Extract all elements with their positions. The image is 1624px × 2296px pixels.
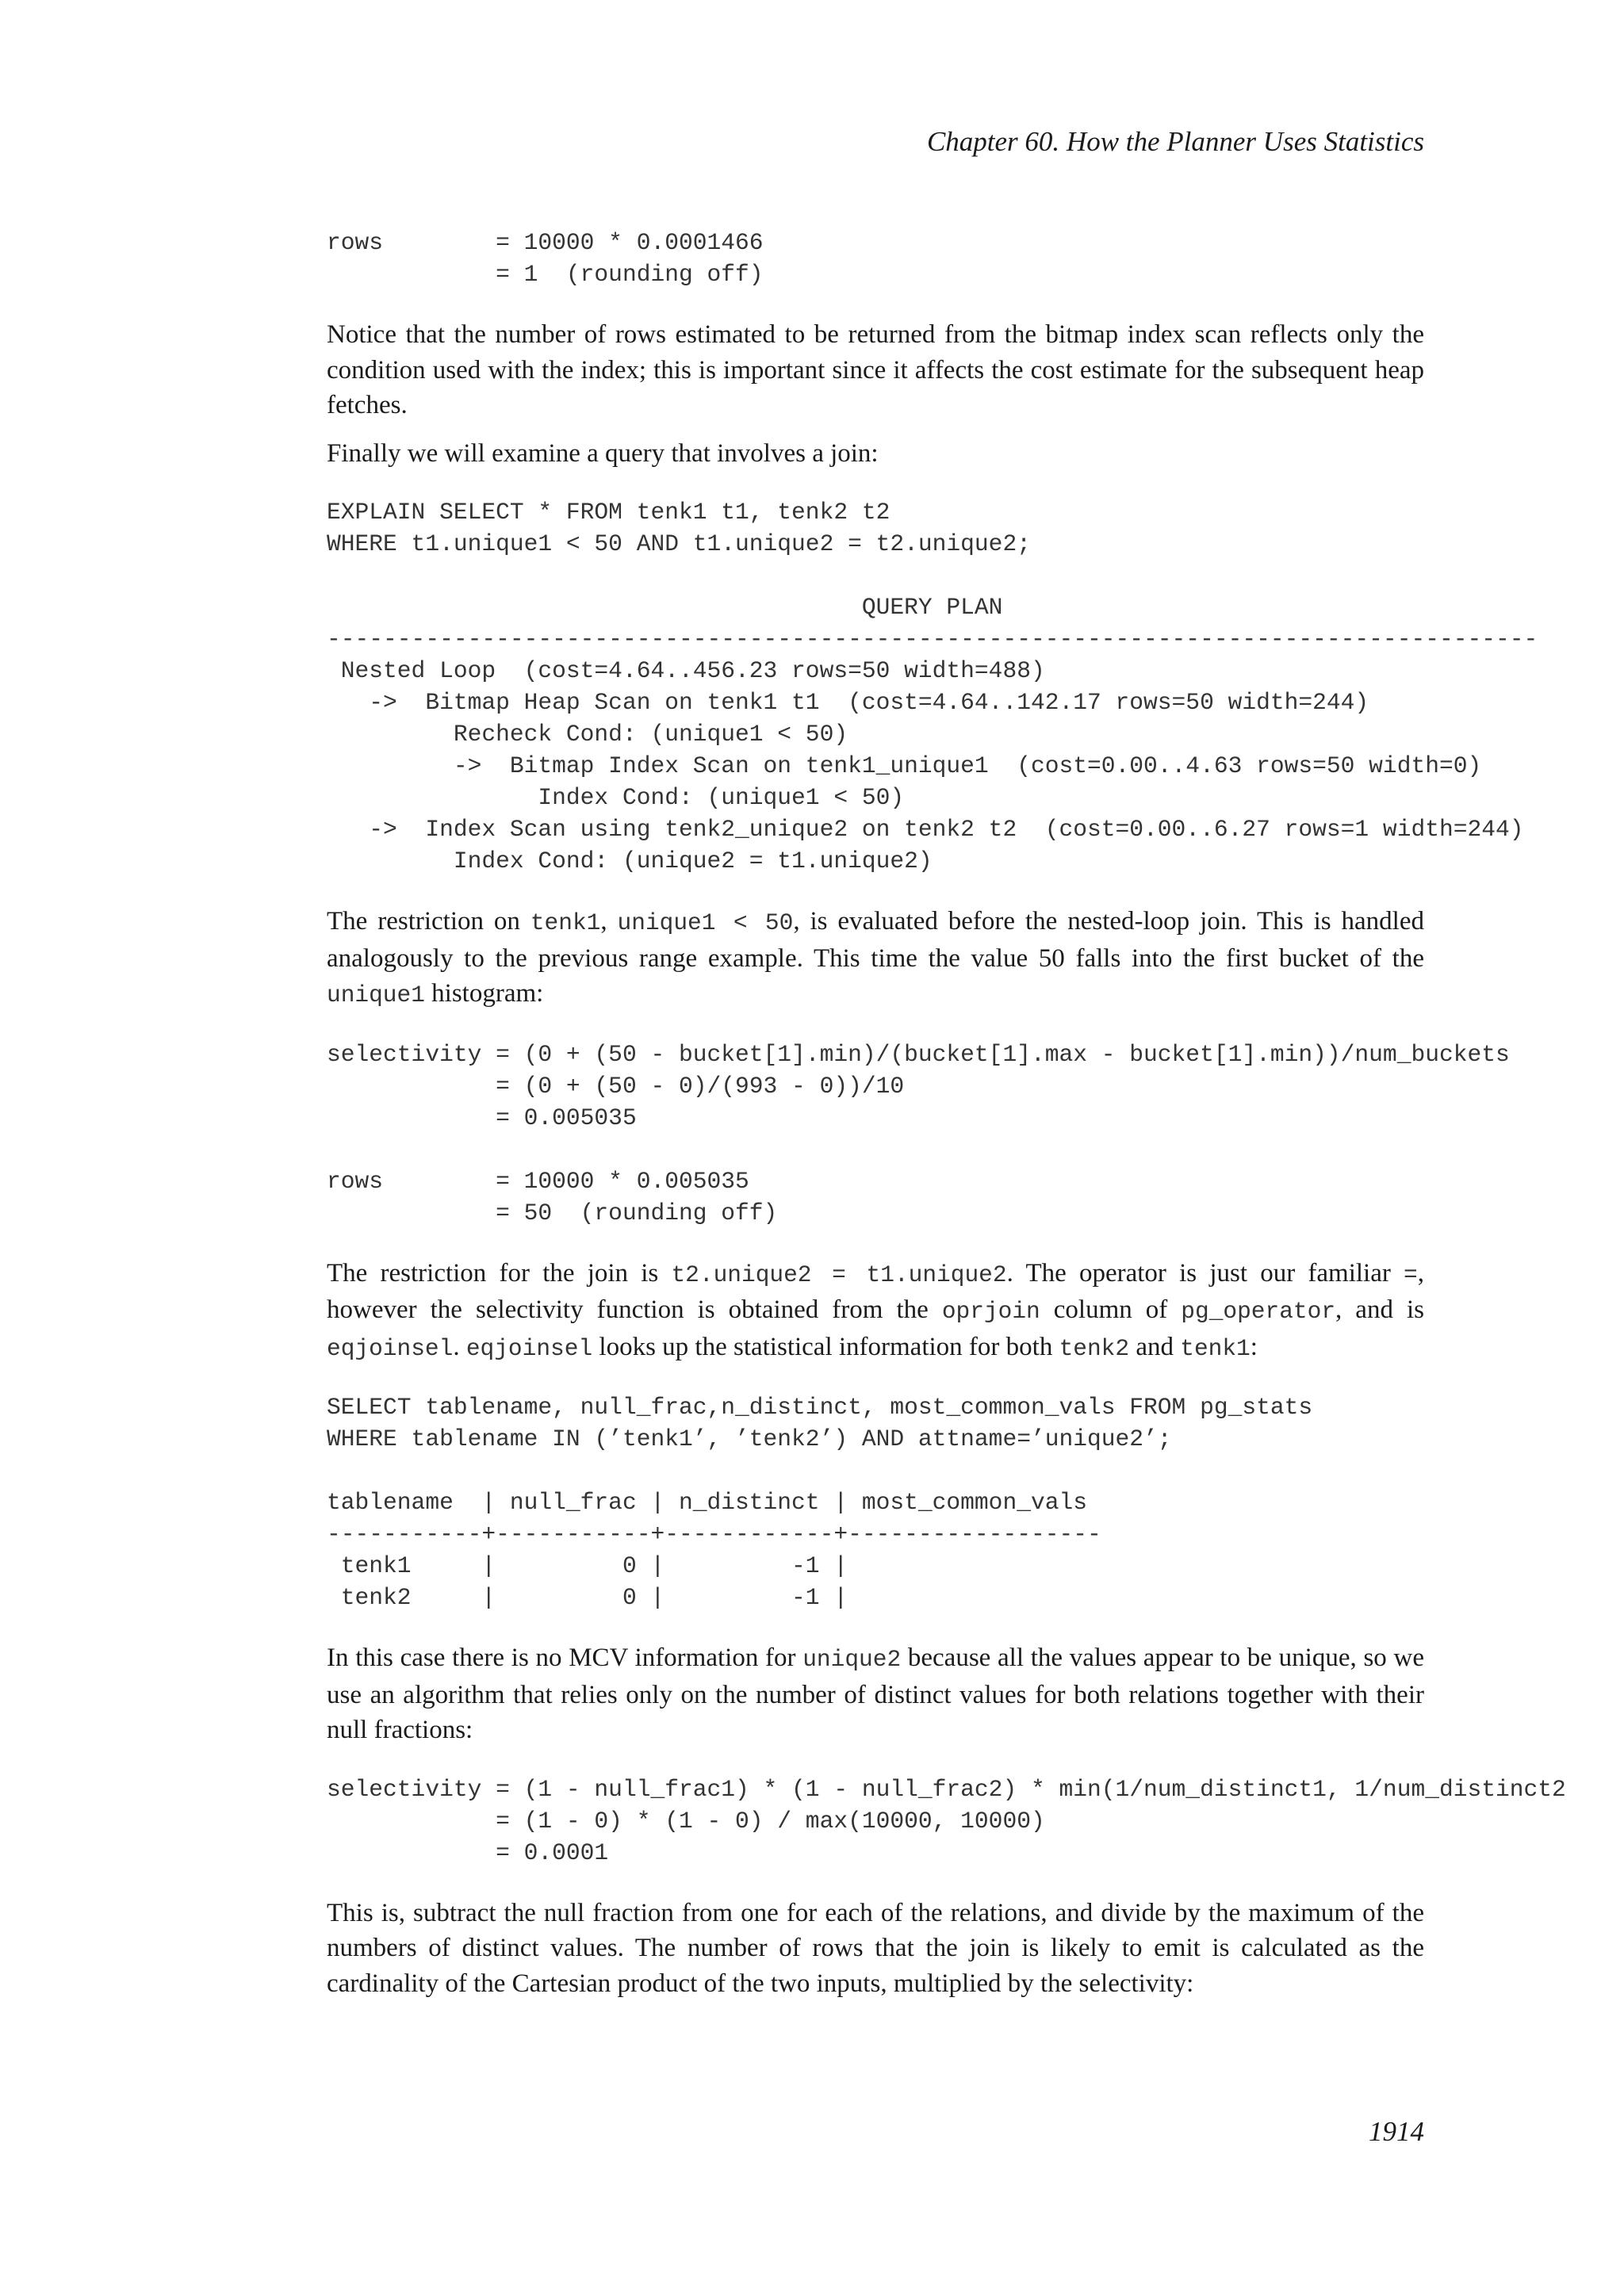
text-run: The restriction for the join is	[327, 1258, 672, 1288]
running-header: Chapter 60. How the Planner Uses Statistics	[926, 126, 1424, 157]
code-block-rows-estimate: rows = 10000 * 0.0001466 = 1 (rounding off)	[327, 229, 764, 288]
code-block-selectivity-range: selectivity = (0 + (50 - bucket[1].min)/(bucket[1].max - bucket[1].min))/num_buckets = (0 + (50 - 0)/(993 - 0))/10 = 0.005035 rows = 10000 * 0.005035 = 50 (rounding off)	[327, 1040, 1510, 1226]
paragraph-join-restriction	[327, 1256, 1424, 1367]
inline-code: pg_operator	[1181, 1298, 1336, 1325]
inline-code: =	[1404, 1261, 1418, 1288]
inline-code: eqjoinsel	[327, 1334, 454, 1362]
inline-code: unique1	[327, 982, 425, 1008]
text-run: :	[1250, 1332, 1258, 1361]
paragraph-bitmap-note: Notice that the number of rows estimated to be returned from the bitmap index scan reflects only the condition used with the index; this is important since it affects the cost estimate for the subsequent heap fetches.	[327, 320, 1424, 419]
text-run: In this case there is no MCV information for	[327, 1644, 803, 1672]
code-block-pg-stats-result: tablename | null_frac | n_distinct | most_common_vals -----------+-----------+------------+------------------ tenk1 | 0 | -1 | tenk2 | 0 | -1 |	[327, 1489, 1101, 1611]
code-block-query-plan: QUERY PLAN -------------------------------------------------------------------------------------- Nested Loop (cost=4.64..456.23 rows=50 width=488) -> Bitmap Heap Scan on tenk1 t1 (cost=4.64..142.17 rows=50 width=244) Recheck Cond: (unique1 < 50) -> Bitmap Index Scan on tenk1_unique1 (cost=0.00..4.63 rows=50 width=0) Index Cond: (unique1 < 50) -> Index Scan using tenk2_unique2 on tenk2 t2 (cost=0.00..6.27 rows=1 width=244) Index Cond: (unique2 = t1.unique2)	[327, 594, 1538, 874]
code-block-explain-query: EXPLAIN SELECT * FROM tenk1 t1, tenk2 t2 WHERE t1.unique1 < 50 AND t1.unique2 = t2.unique2;	[327, 499, 1031, 557]
inline-code: unique2	[802, 1646, 902, 1673]
inline-code: eqjoinsel	[465, 1334, 593, 1362]
code-block-pg-stats-query: SELECT tablename, null_frac,n_distinct, most_common_vals FROM pg_stats WHERE tablename IN (’tenk1’, ’tenk2’) AND attname=’unique2’;	[327, 1394, 1313, 1452]
paragraph-cardinality: This is, subtract the null fraction from one for each of the relations, and divide by the maximum of the numbers of distinct values. The number of rows that the join is likely to emit is calculated as the cardinality of the Cartesian product of the two inputs, multiplied by the selectivity:	[327, 1898, 1424, 1998]
text-run: , and is	[1335, 1295, 1424, 1324]
text-run: , however the selectivity function is obtained from the	[327, 1258, 1424, 1324]
code-block-selectivity-join: selectivity = (1 - null_frac1) * (1 - null_frac2) * min(1/num_distinct1, 1/num_distinct2 = (1 - 0) * (1 - 0) / max(10000, 10000) = 0.0001	[327, 1775, 1566, 1866]
text-run: and	[1129, 1332, 1181, 1361]
text-run: because all the values appear to be unique, so we use an algorithm that relies only on the number of distinct values for both relations together with their null fractions:	[327, 1644, 1424, 1744]
text-run: looks up the statistical information for both	[592, 1332, 1059, 1361]
text-run: column of	[1040, 1295, 1182, 1324]
paragraph-mcv-note	[327, 1640, 1424, 1748]
text-run: .	[453, 1332, 466, 1361]
page-content	[327, 227, 1566, 2001]
inline-code: tenk1	[1180, 1334, 1251, 1362]
text-run: histogram:	[424, 979, 544, 1008]
inline-code: tenk2	[1059, 1334, 1130, 1362]
text-run: , is evaluated before the nested-loop join. This is handled analogously to the previous range example. This time the value 50 falls into the first bucket of the	[327, 907, 1424, 973]
inline-code: tenk1	[530, 909, 601, 936]
text-run: ,	[600, 907, 618, 936]
paragraph-restriction-tenk1	[327, 904, 1424, 1013]
inline-code: unique1 < 50	[617, 909, 794, 936]
page-number: 1914	[1369, 2116, 1424, 2147]
inline-code: t2.unique2 = t1.unique2	[671, 1261, 1007, 1288]
paragraph-join-intro: Finally we will examine a query that involves a join:	[327, 438, 879, 468]
inline-code: oprjoin	[941, 1298, 1040, 1325]
text-run: The restriction on	[327, 907, 530, 936]
text-run: . The operator is just our familiar	[1006, 1258, 1404, 1288]
